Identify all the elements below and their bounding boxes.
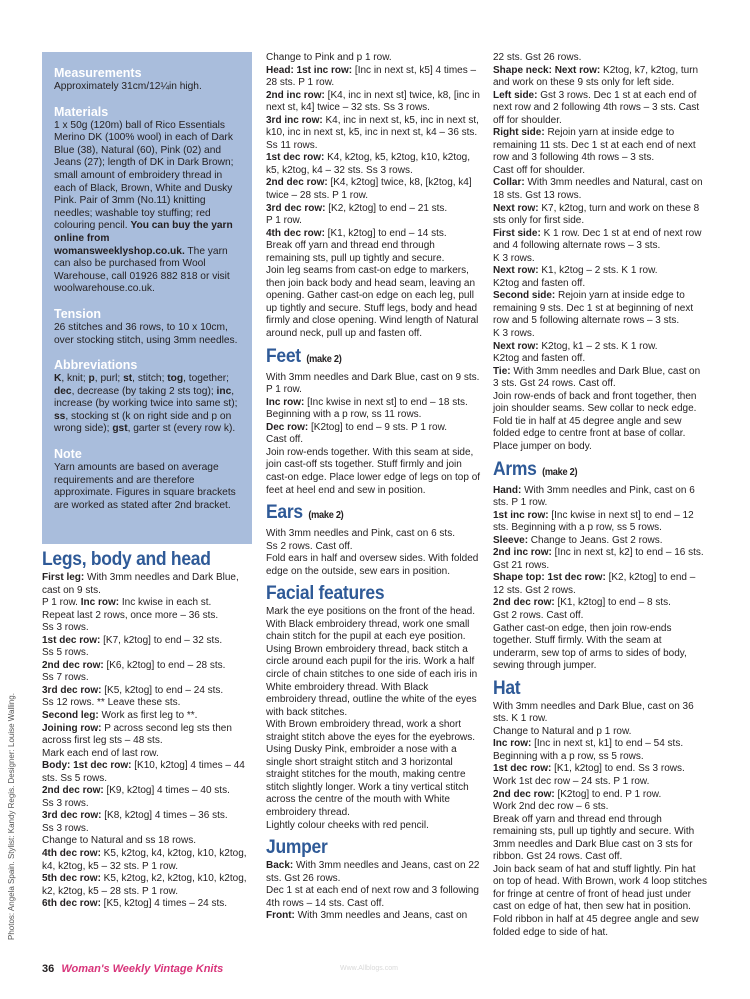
instruction-text: Using Dusky Pink, embroider a nose with a single short straight stitch and 3 horizontal straight stitches for the mouth, making centre stitch slightly longer. Work a tiny vertical stitch across the centre of the mouth with White embroidery thread.: [266, 744, 469, 818]
instruction-text: Repeat last 2 rows, once more – 36 sts.: [42, 609, 219, 621]
instruction-label: Second side:: [493, 290, 556, 302]
instruction-label: 3rd inc row:: [266, 114, 323, 126]
instruction-label: Hand:: [493, 484, 522, 496]
instruction-text: [Inc kwise in next st] to end – 18 sts. Beginning with a p row, ss 11 rows.: [266, 396, 468, 421]
instruction-text: With 3mm needles and Dark Blue, cast on 9 sts. P 1 row.: [266, 371, 480, 396]
instruction-label: Back:: [266, 860, 294, 872]
instruction-text: [K1, k2tog] to end – 8 sts.: [554, 597, 671, 609]
info-text: 26 stitches and 36 rows, to 10 x 10cm, over stocking stitch, using 3mm needles.: [54, 321, 238, 346]
pattern-line: [493, 65, 708, 90]
instruction-text: K1, k2tog – 2 sts. K 1 row.: [538, 265, 658, 277]
pattern-line: [42, 810, 252, 823]
instruction-text: Change to Natural and ss 18 rows.: [42, 835, 196, 847]
instruction-label: Inc row:: [80, 597, 120, 609]
instruction-label: Collar:: [493, 177, 525, 189]
pattern-line: [493, 610, 708, 623]
pattern-line: [493, 290, 708, 328]
instruction-text: With 3mm needles and Natural, cast on 18 sts. Gst 13 rows.: [493, 177, 703, 202]
pattern-line: [42, 660, 252, 673]
abbr-term: K: [54, 373, 62, 385]
instruction-label: Next row:: [493, 202, 539, 214]
pattern-line: [266, 719, 481, 744]
instruction-text: Break off yarn and thread end through remaining sts, pull up tightly and secure.: [266, 240, 445, 264]
section-heading-text: Facial features: [266, 583, 385, 605]
pattern-line: [493, 738, 708, 763]
column-right: [493, 52, 708, 939]
section-heading: [266, 346, 464, 370]
pattern-line: [493, 510, 708, 535]
instruction-label: 2nd inc row:: [266, 89, 325, 101]
pattern-line: [493, 535, 708, 548]
instruction-text: [K10, k2tog] 4 times – 44 sts. Ss 5 rows.: [42, 760, 245, 784]
pattern-line: [42, 685, 252, 698]
instruction-text: K 3 rows.: [493, 252, 535, 264]
pattern-line: [493, 864, 708, 939]
instruction-label: 3rd dec row:: [42, 810, 102, 822]
photo-credit: Photos: Angela Spain. Stylist: Kandy Regis. Designer: Louise Walling.: [7, 693, 16, 940]
instruction-text: 22 sts. Gst 26 rows.: [493, 52, 582, 63]
info-text: The yarn can also be purchased from Wool Warehouse, call 01926 882 818 or visit woolwarehouse.co.uk.: [54, 245, 230, 295]
info-text: Approximately 31cm/12¼in high.: [54, 81, 202, 92]
info-text: Yarn amounts are based on average requirements and are therefore approximate. Figures in square brackets are worked as stated after 2nd bracket.: [54, 462, 236, 511]
pattern-line: [42, 785, 252, 798]
instruction-text: K2tog, k7, k2tog, turn and work on these 9 sts only for left side.: [493, 64, 699, 89]
instruction-label: Sleeve:: [493, 534, 529, 546]
abbr-term: p: [88, 373, 95, 385]
instruction-label: 2nd inc row:: [493, 547, 552, 559]
pattern-line: [266, 744, 481, 819]
instruction-label: 4th dec row:: [266, 227, 325, 239]
pattern-line: [266, 240, 481, 265]
instruction-text: With 3mm needles and Pink, cast on 6 sts. P 1 row.: [493, 484, 695, 509]
instruction-text: Change to Jeans. Gst 2 rows.: [528, 534, 663, 546]
instruction-text: K5, k2tog, k4, k2tog, k10, k2tog, k4, k2tog, k5 – 32 sts. P 1 row.: [42, 848, 247, 872]
pattern-line: [493, 127, 708, 165]
pattern-line: [493, 572, 708, 597]
section-heading: [266, 583, 464, 604]
instruction-text: Change to Natural and p 1 row.: [493, 725, 632, 737]
pattern-line: [266, 115, 481, 153]
abbr-def: , stocking st (k on right side and p on wrong side);: [54, 410, 232, 435]
instruction-text: With 3mm needles and Dark Blue, cast on 9 sts.: [42, 572, 239, 596]
instruction-label: 2nd dec row:: [493, 597, 555, 609]
watermark: Www.Allblogs.com: [340, 965, 398, 972]
pattern-line: [493, 701, 708, 726]
pattern-line: [493, 801, 708, 814]
instruction-label: Dec row:: [266, 421, 309, 433]
instruction-text: Fold ears in half and oversew sides. With folded edge on the outside, sew ears in position.: [266, 553, 479, 577]
pattern-line: [42, 873, 252, 898]
instruction-label: First leg:: [42, 572, 85, 583]
pattern-line: [42, 622, 252, 635]
instruction-text: P 1 row.: [266, 215, 302, 227]
instruction-text: K4, inc in next st, k5, inc in next st, k10, inc in next st, k5, inc in next st, k4 – 36 sts. Ss 11 rows.: [266, 114, 479, 151]
abbr-def: , decrease (by taking 2 sts tog);: [71, 385, 217, 397]
abbr-term: st: [123, 373, 133, 385]
pattern-line: [266, 885, 481, 910]
info-body: [54, 322, 242, 347]
pattern-line: [266, 65, 481, 90]
pattern-line: [266, 177, 481, 202]
page-number: 36: [42, 963, 55, 975]
instruction-text: Ss 5 rows.: [42, 647, 89, 659]
instruction-text: [K5, k2tog] to end – 24 sts.: [101, 684, 224, 696]
pattern-line: [493, 228, 708, 253]
pattern-line: [493, 353, 708, 366]
instruction-text: Rejoin yarn at inside edge to remaining 11 sts. Dec 1 st at each end of next row and 3 following 4th rows – 3 sts.: [493, 127, 696, 164]
instruction-text: [K2tog] to end – 9 sts. P 1 row.: [308, 421, 448, 433]
instruction-text: [K8, k2tog] 4 times – 36 sts.: [101, 810, 228, 822]
pattern-line: [266, 228, 481, 241]
pattern-line: [266, 152, 481, 177]
pattern-line: [266, 397, 481, 422]
pattern-line: [42, 898, 252, 911]
pattern-line: [493, 90, 708, 128]
instruction-text: [K6, k2tog] to end – 28 sts.: [103, 659, 226, 671]
instruction-label: Inc row:: [493, 738, 532, 750]
pattern-line: [493, 597, 708, 610]
instruction-label: Left side:: [493, 89, 538, 101]
instruction-text: With 3mm needles and Dark Blue, cast on 3 sts. Gst 24 rows. Cast off.: [493, 365, 701, 390]
instruction-text: K2tog and fasten off.: [493, 353, 586, 365]
instruction-text: Work 2nd dec row – 6 sts.: [493, 801, 609, 813]
instruction-text: With 3mm needles and Dark Blue, cast on 36 sts. K 1 row.: [493, 700, 694, 725]
instruction-text: [K4, inc in next st] twice, k8, [inc in next st, k4] twice – 32 sts. Ss 3 rows.: [266, 89, 480, 114]
section-heading-text: Arms: [493, 458, 537, 480]
instruction-label: Head: 1st inc row:: [266, 64, 353, 76]
section-heading: [266, 502, 464, 526]
instruction-label: Next row:: [493, 340, 539, 352]
instruction-text: [K7, k2tog] to end – 32 sts.: [100, 634, 223, 646]
section-heading-text: Ears: [266, 502, 303, 524]
instruction-text: Join row-ends together. With this seam at side, join cast-off sts together. Stuff firmly and join cast-on edge. Place lower edge of legs on top of feet at heel end and sew in position.: [266, 446, 481, 496]
info-heading: Tension: [54, 306, 101, 321]
pattern-line: [266, 265, 481, 340]
pattern-line: [42, 835, 252, 848]
abbr-term: dec: [54, 385, 72, 397]
pattern-line: [493, 547, 708, 572]
pattern-line: [266, 203, 481, 216]
pattern-line: [493, 391, 708, 454]
instruction-text: Dec 1 st at each end of next row and 3 following 4th rows – 14 sts. Cast off.: [266, 885, 479, 909]
info-body: [54, 373, 242, 436]
instruction-text: Cast off.: [266, 434, 304, 446]
pattern-line: [42, 848, 252, 873]
info-body: [54, 462, 242, 512]
instruction-text: K5, k2tog, k2, k2tog, k10, k2tog, k2, k2tog, k5 – 28 sts. P 1 row.: [42, 873, 247, 897]
magazine-title: Woman's Weekly Vintage Knits: [61, 963, 224, 975]
instruction-text: Gst 3 rows. Dec 1 st at each end of next row and 2 following 4th rows – 3 sts. Cast off for shoulder.: [493, 89, 700, 126]
pattern-line: [42, 798, 252, 811]
pattern-text: [266, 52, 481, 923]
instruction-label: 1st dec row:: [42, 634, 101, 646]
abbr-def: , together;: [183, 373, 229, 385]
abbr-term: inc: [216, 385, 232, 397]
pattern-line: [42, 823, 252, 836]
instruction-label: Next row:: [493, 265, 539, 277]
instruction-text: Join leg seams from cast-on edge to markers, then join back body and head seam, leaving an opening. Gather cast-on edge on each leg, pull up tightly and secure. Stuff legs, body and head firmly and close opening. Wind length of Natural around neck, pull up and fasten off.: [266, 265, 479, 340]
info-text: 1 x 50g (120m) ball of Rico Essentials Merino DK (100% wool) in each of Dark Blue (38), Natural (60), Pink (02) and Jeans (27); length of DK in Dark Brown; small amount of embroidery thread in each of Black, Brown, White and Dusky Pink. Pair of 3mm (No.11) knitting needles; washable toy stuffing; red colouring pencil.: [54, 119, 234, 232]
pattern-line: [266, 372, 481, 397]
pattern-text: [42, 549, 252, 911]
instruction-text: Join back seam of hat and stuff lightly. Pin hat on top of head. With Brown, work 4 loop stitches for fringe at centre of front of head just under cast on edge of hat, then sew hat in position. Fold ribbon in half at 45 degree angle and sew folded edge to side of hat.: [493, 863, 707, 938]
instruction-text: [K9, k2tog] 4 times – 40 sts.: [103, 785, 230, 797]
pattern-line: [42, 597, 252, 610]
section-heading-text: Legs, body and head: [42, 549, 211, 570]
instruction-text: With 3mm needles and Jeans, cast on 22 sts. Gst 26 rows.: [266, 860, 480, 884]
info-heading: Note: [54, 447, 82, 462]
abbr-def: , stitch;: [132, 373, 168, 385]
instruction-text: [K2, k2tog] to end – 21 sts.: [325, 202, 448, 214]
instruction-text: Gather cast-on edge, then join row-ends together. Stuff firmly. With the seam at underarm, sew top of arms to sides of body, sewing through jumper.: [493, 622, 687, 672]
instruction-label: Joining row:: [42, 722, 102, 734]
instruction-label: Tie:: [493, 365, 511, 377]
page-footer: [42, 963, 223, 975]
instruction-label: 2nd dec row:: [42, 659, 104, 671]
instruction-text: Cast off for shoulder.: [493, 164, 586, 176]
pattern-line: [266, 528, 481, 541]
pattern-line: [266, 90, 481, 115]
pattern-line: [266, 553, 481, 578]
pattern-line: [493, 52, 708, 65]
instruction-text: [K1, k2tog] to end – 14 sts.: [324, 227, 447, 239]
instruction-text: [K2tog] to end. P 1 row.: [554, 788, 662, 800]
pattern-line: [266, 541, 481, 554]
info-heading: Measurements: [54, 66, 142, 80]
instruction-text: Ss 2 rows. Cast off.: [266, 540, 353, 552]
instruction-text: Rejoin yarn at inside edge to remaining 9 sts. Dec 1 st at beginning of next row and 5 following alternate rows – 3 sts.: [493, 290, 694, 327]
instruction-text: [K5, k2tog] 4 times – 24 sts.: [100, 898, 228, 910]
instruction-text: Change to Pink and p 1 row.: [266, 52, 392, 63]
instruction-label: 1st dec row:: [493, 763, 552, 775]
instruction-label: 6th dec row:: [42, 898, 101, 910]
pattern-line: [266, 606, 481, 719]
pattern-line: [493, 253, 708, 266]
pattern-line: [42, 748, 252, 761]
instruction-text: Ss 12 rows. ** Leave these sts.: [42, 697, 181, 709]
pattern-line: [42, 635, 252, 648]
pattern-line: [493, 814, 708, 864]
instruction-label: 2nd dec row:: [42, 785, 104, 797]
instruction-label: 3rd dec row:: [42, 684, 102, 696]
instruction-text: K2tog and fasten off.: [493, 277, 586, 289]
instruction-text: K 3 rows.: [493, 328, 535, 340]
pattern-line: [493, 341, 708, 354]
pattern-line: [266, 52, 481, 65]
instruction-label: 1st dec row:: [266, 152, 325, 164]
instruction-text: Mark the eye positions on the front of the head. With Black embroidery thread, work one small chain stitch for the pupil at each eye position. Using Brown embroidery thread, back stitch a circle around each pupil for the iris. Work a half circle of chain stitches to one side of each iris in White embroidery thread. With Black embroidery thread, outline the white of the eyes with back stitches.: [266, 606, 478, 718]
pattern-line: [493, 485, 708, 510]
instruction-text: With Brown embroidery thread, work a short straight stitch above the eyes for the eyebrows.: [266, 719, 475, 743]
instruction-text: K2tog, k1 – 2 sts. K 1 row.: [538, 340, 658, 352]
instruction-text: K4, k2tog, k5, k2tog, k10, k2tog, k5, k2tog, k4 – 32 sts. Ss 3 rows.: [266, 152, 471, 176]
pattern-line: [493, 165, 708, 178]
instruction-text: K7, k2tog, turn and work on these 8 sts only for first side.: [493, 202, 700, 227]
abbr-term: ss: [54, 410, 66, 422]
instruction-text: [Inc in next st, k5] 4 times – 28 sts. P 1 row.: [266, 64, 477, 89]
abbr-def: , knit;: [61, 373, 89, 385]
pattern-line: [42, 647, 252, 660]
instruction-label: Front:: [266, 910, 295, 922]
instruction-text: K 1 row. Dec 1 st at end of next row and 4 following alternate rows – 3 sts.: [493, 227, 702, 252]
pattern-line: [42, 697, 252, 710]
instruction-text: Break off yarn and thread end through remaining sts, pull up tightly and secure. With 3mm needles and Dark Blue cast on 3 sts for ribbon. Gst 24 rows. Cast off.: [493, 813, 695, 863]
instruction-text: [Inc kwise in next st] to end – 12 sts. Beginning with a p row, ss 5 rows.: [493, 509, 694, 534]
section-heading: [42, 549, 235, 570]
instruction-text: Join row-ends of back and front together, then join shoulder seams. Sew collar to neck edge. Fold tie in half at 45 degree angle and sew folded edge to centre front at base of collar. Place jumper on body.: [493, 390, 697, 452]
instruction-text: Ss 3 rows.: [42, 822, 89, 834]
section-heading: [493, 459, 691, 483]
instruction-text: Work as first leg to **.: [98, 710, 198, 722]
instruction-text: [K4, k2tog] twice, k8, [k2tog, k4] twice – 28 sts. P 1 row.: [266, 177, 472, 202]
pattern-line: [493, 726, 708, 739]
pattern-line: [42, 572, 252, 597]
pattern-line: [266, 434, 481, 447]
abbr-def: , increase (by working twice into same st);: [54, 385, 238, 410]
pattern-line: [266, 910, 481, 923]
pattern-text: [493, 52, 708, 939]
pattern-line: [266, 422, 481, 435]
pattern-line: [493, 278, 708, 291]
instruction-text: Ss 3 rows.: [42, 797, 89, 809]
pattern-line: [266, 447, 481, 497]
section-heading-text: Jumper: [266, 837, 328, 859]
pattern-line: [493, 203, 708, 228]
section-subtitle: (make 2): [308, 510, 344, 522]
instruction-text: P 1 row.: [42, 597, 81, 609]
abbr-term: tog: [167, 373, 184, 385]
pattern-line: [42, 760, 252, 785]
pattern-line: [266, 820, 481, 833]
column-left: [42, 52, 252, 911]
info-heading: Abbreviations: [54, 358, 138, 373]
abbr-def: , garter st (every row k).: [127, 423, 236, 435]
instruction-label: Inc row:: [266, 396, 305, 408]
instruction-text: [K2, k2tog] to end – 12 sts. Gst 2 rows.: [493, 572, 696, 596]
instruction-label: 1st inc row:: [493, 509, 549, 521]
pattern-line: [42, 610, 252, 623]
instruction-text: Lightly colour cheeks with red pencil.: [266, 819, 429, 831]
pattern-line: [266, 215, 481, 228]
pattern-line: [493, 789, 708, 802]
instruction-text: [K1, k2tog] to end. Ss 3 rows. Work 1st dec row – 24 sts. P 1 row.: [493, 763, 685, 787]
column-middle: [266, 52, 481, 923]
info-body: [54, 81, 242, 94]
instruction-text: P across second leg sts then across first leg sts – 48 sts.: [42, 722, 232, 747]
pattern-line: [42, 672, 252, 685]
instruction-text: With 3mm needles and Jeans, cast on: [294, 910, 468, 922]
instruction-label: Body: 1st dec row:: [42, 760, 132, 772]
instruction-label: Shape neck: Next row:: [493, 64, 601, 76]
instruction-label: 5th dec row:: [42, 873, 101, 885]
pattern-line: [493, 366, 708, 391]
instruction-text: [Inc in next st, k1] to end – 54 sts. Beginning with a p row, ss 5 rows.: [493, 738, 684, 762]
section-heading-text: Hat: [493, 677, 521, 699]
info-box: [42, 52, 252, 544]
abbr-def: , purl;: [94, 373, 124, 385]
instruction-label: 3rd dec row:: [266, 202, 326, 214]
instruction-text: Ss 7 rows.: [42, 672, 89, 684]
pattern-line: [493, 265, 708, 278]
pattern-line: [493, 763, 708, 788]
info-text: You can buy the yarn online from womansweeklyshop.co.uk.: [54, 220, 233, 257]
instruction-text: Inc kwise in each st.: [119, 597, 212, 609]
section-heading: [266, 837, 464, 858]
section-subtitle: (make 2): [542, 466, 578, 478]
pattern-line: [493, 623, 708, 673]
instruction-label: 2nd dec row:: [493, 788, 555, 800]
instruction-text: Ss 3 rows.: [42, 622, 89, 634]
instruction-text: Gst 2 rows. Cast off.: [493, 609, 584, 621]
instruction-text: Mark each end of last row.: [42, 747, 159, 759]
pattern-line: [493, 328, 708, 341]
section-subtitle: (make 2): [306, 353, 342, 365]
section-heading-text: Feet: [266, 345, 301, 367]
info-body: [54, 120, 242, 296]
instruction-label: First side:: [493, 227, 541, 239]
instruction-label: 4th dec row:: [42, 848, 101, 860]
pattern-line: [42, 723, 252, 748]
section-heading: [493, 678, 691, 699]
instruction-text: [Inc in next st, k2] to end – 16 sts. Gst 21 rows.: [493, 547, 704, 571]
pattern-line: [493, 177, 708, 202]
column-left-text: [42, 549, 252, 911]
instruction-label: Right side:: [493, 127, 545, 139]
instruction-label: Shape top: 1st dec row:: [493, 572, 606, 584]
pattern-line: [42, 710, 252, 723]
abbr-term: gst: [112, 423, 128, 435]
pattern-line: [266, 860, 481, 885]
instruction-text: With 3mm needles and Pink, cast on 6 sts.: [266, 528, 455, 540]
instruction-label: 2nd dec row:: [266, 177, 328, 189]
instruction-label: Second leg:: [42, 710, 99, 722]
info-heading: Materials: [54, 104, 109, 119]
